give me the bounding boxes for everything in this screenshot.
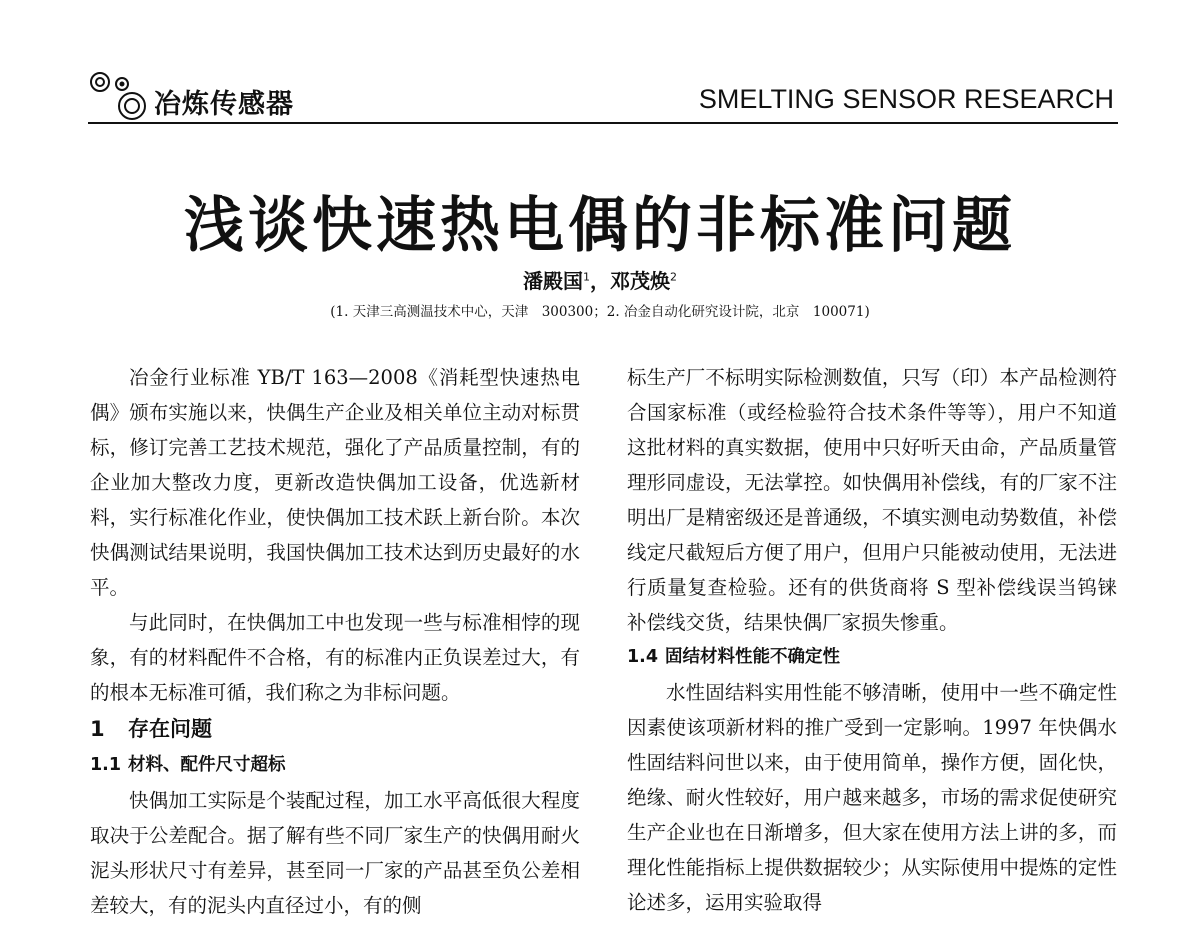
subsection-title: 固结材料性能不确定性 <box>665 647 840 667</box>
article-title: 浅谈快速热电偶的非标准问题 <box>184 191 1016 261</box>
subsection-heading <box>90 748 580 783</box>
affiliation-mark: 1 <box>583 270 590 284</box>
subsection-number: 1.1 <box>90 755 122 775</box>
author-name: 邓茂焕 <box>610 269 670 293</box>
author-name: 潘殿国 <box>523 269 583 293</box>
journal-name-en: SMELTING SENSOR RESEARCH <box>698 84 1114 114</box>
subsection-heading <box>627 640 1117 675</box>
body-paragraph: 水性固结料实用性能不够清晰，使用中一些不确定性因素使该项新材料的推广受到一定影响。1997 年快偶水性固结料问世以来，由于使用简单，操作方便，固化快，绝缘、耐火性较好，用户越来越多，市场的需求促使研究生产企业也在日渐增多，但大家在使用方法上讲的多，而理化性能指标上提供数据较少；从实际使用中提炼的定性论述多，运用实验取得 <box>627 681 1117 914</box>
body-paragraph: 快偶加工实际是个装配过程，加工水平高低很大程度取决于公差配合。据了解有些不同厂家生产的快偶用耐火泥头形状尺寸有差异，甚至同一厂家的产品甚至负公差相差较大，有的泥头内直径过小，有的侧 <box>90 789 580 917</box>
section-number: 1 <box>90 717 105 741</box>
subsection-number: 1.4 <box>627 647 659 667</box>
body-paragraph: 冶金行业标准 YB/T 163—2008《消耗型快速热电偶》颁布实施以来，快偶生产企业及相关单位主动对标贯标，修订完善工艺技术规范，强化了产品质量控制，有的企业加大整改力度，更新改造快偶加工设备，优选新材料，实行标准化作业，使快偶加工技术跃上新台阶。本次快偶测试结果说明，我国快偶加工技术达到历史最好的水平。 <box>90 366 580 599</box>
journal-header <box>88 70 1118 124</box>
author-line <box>0 265 1200 294</box>
section-heading <box>90 710 580 748</box>
affiliation-mark: 2 <box>670 270 677 284</box>
body-paragraph: 标生产厂不标明实际检测数值，只写（印）本产品检测符合国家标准（或经检验符合技术条件等等），用户不知道这批材料的真实数据，使用中只好听天由命，产品质量管理形同虚设，无法掌控。如快偶用补偿线，有的厂家不注明出厂是精密级还是普通级，不填实测电动势数值，补偿线定尺截短后方便了用户，但用户只能被动使用，无法进行质量复查检验。还有的供货商将 S 型补偿线误当钨铼补偿线交货，结果快偶厂家损失惨重。 <box>627 366 1117 634</box>
right-column <box>627 360 1117 952</box>
body-paragraph: 与此同时，在快偶加工中也发现一些与标准相悖的现象，有的材料配件不合格，有的标准内正负误差过大，有的根本无标准可循，我们称之为非标问题。 <box>90 611 580 704</box>
journal-name-cn: 冶炼传感器 <box>154 89 294 120</box>
author-separator: ， <box>590 269 610 293</box>
journal-logo-icon <box>88 70 152 122</box>
author-affiliations: (1. 天津三高测温技术中心，天津 300300；2. 冶金自动化研究设计院，北京 100071) <box>330 304 870 320</box>
section-title: 存在问题 <box>128 717 212 741</box>
left-column <box>90 360 580 952</box>
subsection-title: 材料、配件尺寸超标 <box>128 755 286 775</box>
